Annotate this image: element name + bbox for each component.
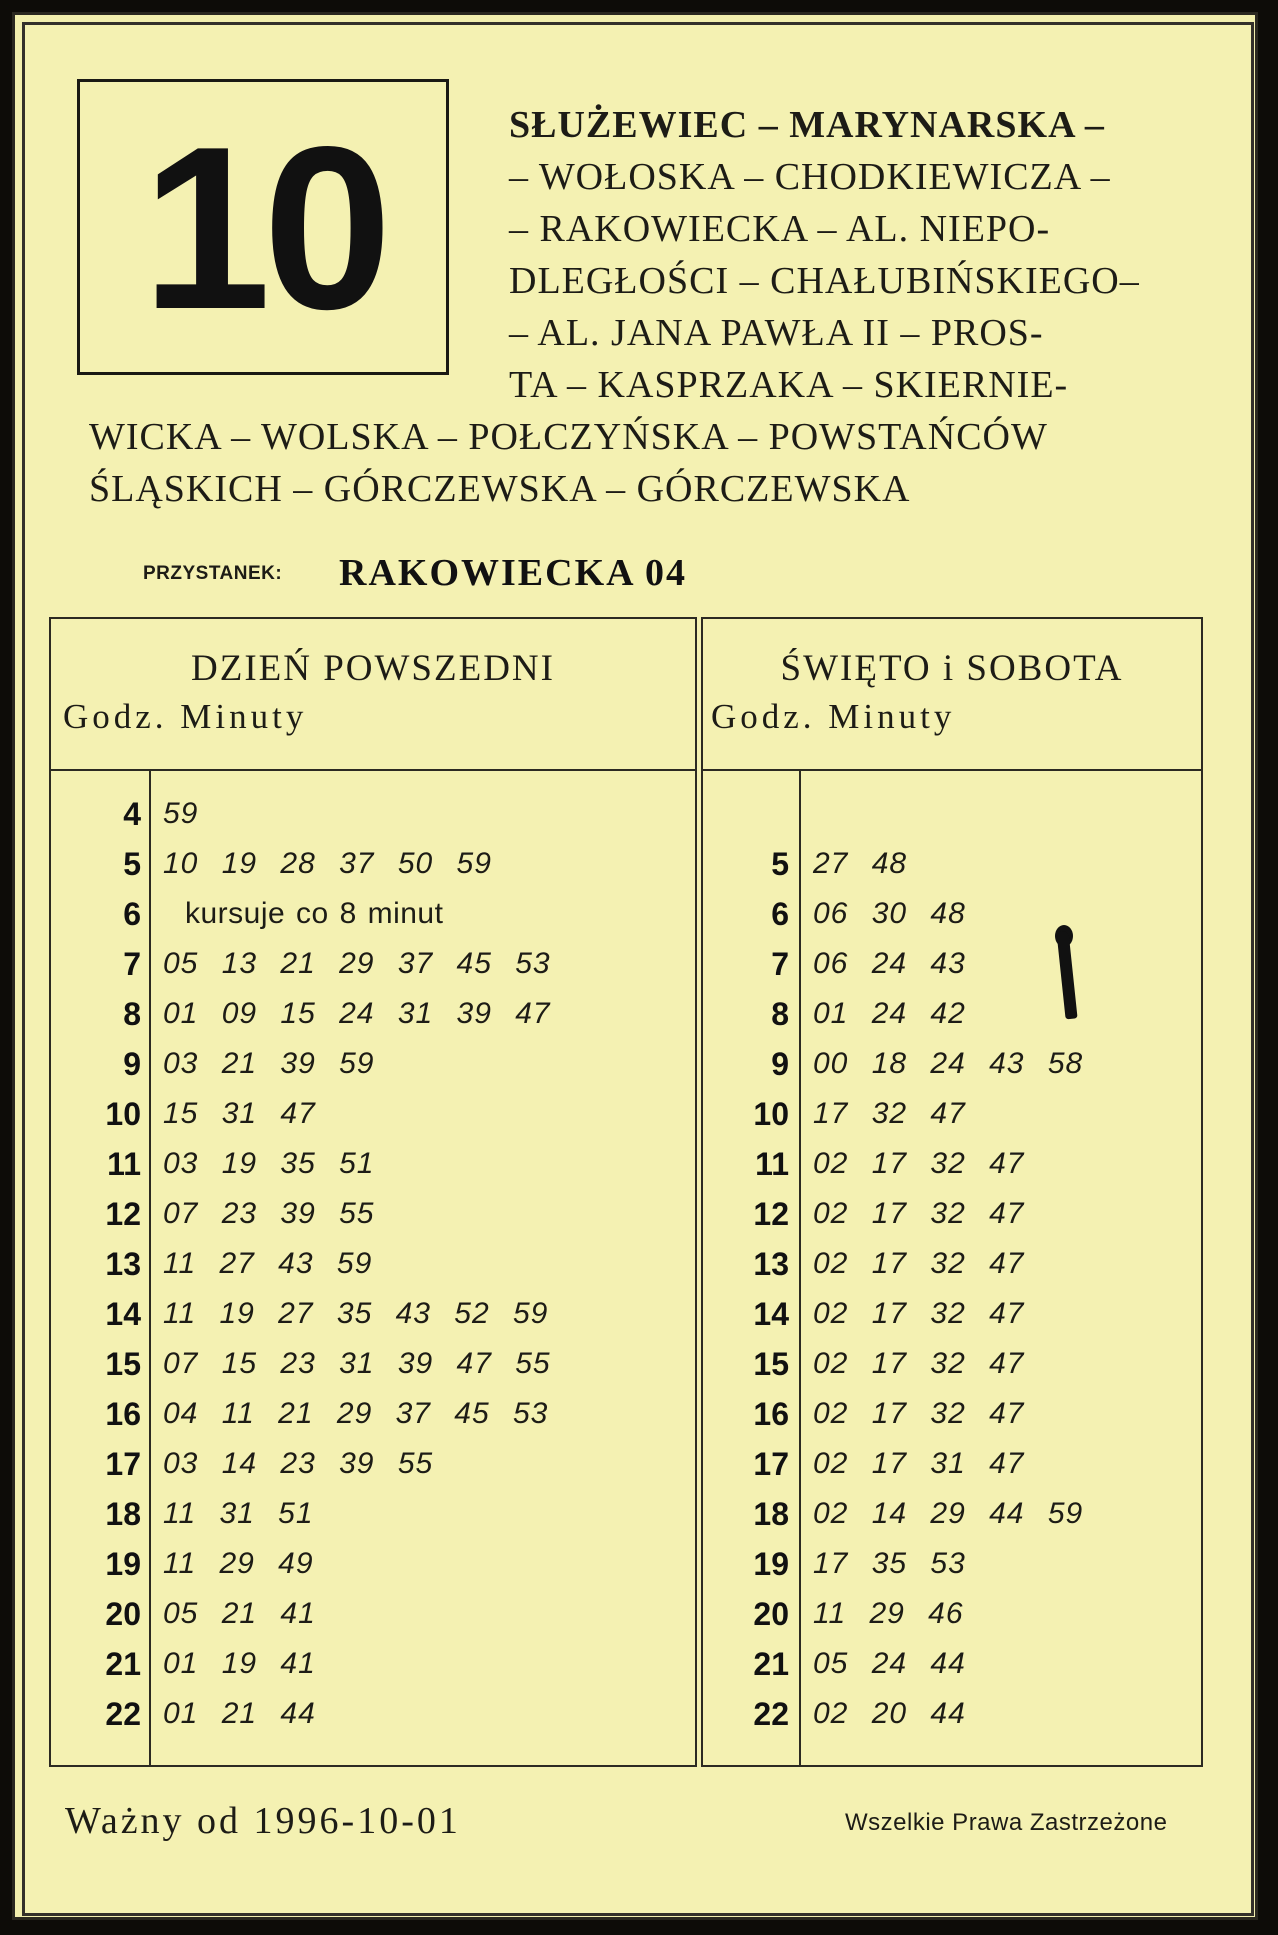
weekday-row	[51, 1589, 695, 1639]
holiday-minutes: 02 17 32 47	[813, 1347, 1025, 1380]
weekday-hour: 15	[105, 1346, 141, 1382]
weekday-minutes: 10 19 28 37 50 59	[163, 847, 492, 880]
holiday-row	[703, 1489, 1201, 1539]
weekday-title: DZIEŃ POWSZEDNI	[191, 648, 555, 689]
holiday-minutes: 02 17 32 47	[813, 1297, 1025, 1330]
holiday-row	[703, 1439, 1201, 1489]
holiday-rows	[703, 789, 1201, 1739]
holiday-hour: 10	[753, 1096, 789, 1132]
weekday-minutes: 07 15 23 31 39 47 55	[163, 1347, 551, 1380]
holiday-hour: 21	[753, 1646, 789, 1682]
holiday-row	[703, 939, 1201, 989]
holiday-header	[703, 619, 1201, 771]
holiday-subtitle: Godz. Minuty	[711, 697, 956, 736]
weekday-row	[51, 1439, 695, 1489]
route-desc-line-3: – RAKOWIECKA – AL. NIEPO-	[509, 208, 1051, 250]
weekday-row	[51, 1389, 695, 1439]
holiday-row	[703, 989, 1201, 1039]
holiday-minutes: 00 18 24 43 58	[813, 1047, 1084, 1080]
stop-label: PRZYSTANEK:	[143, 563, 283, 584]
holiday-row	[703, 1039, 1201, 1089]
holiday-minutes: 02 14 29 44 59	[813, 1497, 1084, 1530]
holiday-hour: 14	[753, 1296, 789, 1332]
holiday-minutes: 02 17 32 47	[813, 1147, 1025, 1180]
weekday-row	[51, 1239, 695, 1289]
weekday-minutes: kursuje co 8 minut	[185, 897, 444, 930]
weekday-row	[51, 1539, 695, 1589]
weekday-hour: 5	[123, 846, 141, 882]
weekday-row	[51, 1289, 695, 1339]
holiday-minutes: 01 24 42	[813, 997, 966, 1030]
holiday-hour: 9	[771, 1046, 789, 1082]
holiday-row	[703, 1639, 1201, 1689]
weekday-hour: 13	[105, 1246, 141, 1282]
weekday-hour: 7	[123, 946, 141, 982]
weekday-row	[51, 1039, 695, 1089]
holiday-hour: 18	[753, 1496, 789, 1532]
holiday-minutes: 02 17 32 47	[813, 1247, 1025, 1280]
weekday-hour: 19	[105, 1546, 141, 1582]
weekday-panel	[49, 617, 697, 1767]
holiday-row	[703, 1339, 1201, 1389]
weekday-row	[51, 1189, 695, 1239]
holiday-hour: 15	[753, 1346, 789, 1382]
holiday-row	[703, 1089, 1201, 1139]
holiday-minutes: 02 17 31 47	[813, 1447, 1025, 1480]
stop-name: RAKOWIECKA 04	[339, 552, 687, 594]
weekday-hour: 12	[105, 1196, 141, 1232]
weekday-hour: 14	[105, 1296, 141, 1332]
holiday-minutes: 02 20 44	[813, 1697, 966, 1730]
weekday-row	[51, 1139, 695, 1189]
weekday-subtitle: Godz. Minuty	[63, 697, 308, 736]
weekday-minutes: 03 14 23 39 55	[163, 1447, 434, 1480]
holiday-minutes: 06 24 43	[813, 947, 966, 980]
weekday-row	[51, 789, 695, 839]
rights-notice: Wszelkie Prawa Zastrzeżone	[845, 1809, 1168, 1836]
holiday-hour: 19	[753, 1546, 789, 1582]
weekday-minutes: 01 19 41	[163, 1647, 316, 1680]
weekday-hour: 8	[123, 996, 141, 1032]
weekday-row	[51, 1089, 695, 1139]
holiday-hour: 7	[771, 946, 789, 982]
weekday-hour: 22	[105, 1696, 141, 1732]
weekday-header	[51, 619, 695, 771]
weekday-minutes: 11 31 51	[163, 1497, 314, 1530]
holiday-row	[703, 1539, 1201, 1589]
route-number: 10	[141, 99, 385, 358]
route-desc-line-1: SŁUŻEWIEC – MARYNARSKA –	[509, 104, 1105, 146]
route-desc-line-6: TA – KASPRZAKA – SKIERNIE-	[509, 364, 1069, 406]
weekday-minutes: 05 13 21 29 37 45 53	[163, 947, 551, 980]
weekday-row	[51, 889, 695, 939]
weekday-row	[51, 1689, 695, 1739]
weekday-row	[51, 1339, 695, 1389]
route-desc-line-2: – WOŁOSKA – CHODKIEWICZA –	[509, 156, 1111, 198]
route-desc-line-7: WICKA – WOLSKA – POŁCZYŃSKA – POWSTAŃCÓW	[89, 416, 1048, 458]
weekday-minutes: 01 21 44	[163, 1697, 316, 1730]
weekday-hour: 17	[105, 1446, 141, 1482]
weekday-row	[51, 939, 695, 989]
weekday-hour: 16	[105, 1396, 141, 1432]
weekday-hour: 20	[105, 1596, 141, 1632]
holiday-row	[703, 1239, 1201, 1289]
weekday-minutes: 15 31 47	[163, 1097, 316, 1130]
weekday-hour: 11	[107, 1146, 141, 1182]
holiday-row	[703, 1589, 1201, 1639]
weekday-hour: 6	[123, 896, 141, 932]
holiday-minutes: 06 30 48	[813, 897, 966, 930]
weekday-hour: 4	[123, 796, 141, 832]
holiday-minutes: 27 48	[813, 847, 908, 880]
weekday-minutes: 04 11 21 29 37 45 53	[163, 1397, 549, 1430]
holiday-minutes: 02 17 32 47	[813, 1397, 1025, 1430]
weekday-hour: 9	[123, 1046, 141, 1082]
weekday-row	[51, 1489, 695, 1539]
holiday-row	[703, 1289, 1201, 1339]
weekday-hour: 18	[105, 1496, 141, 1532]
holiday-panel	[701, 617, 1203, 1767]
holiday-row	[703, 839, 1201, 889]
weekday-minutes: 01 09 15 24 31 39 47	[163, 997, 551, 1030]
timetable-frame	[22, 22, 1254, 1916]
weekday-minutes: 11 29 49	[163, 1547, 314, 1580]
holiday-minutes: 02 17 32 47	[813, 1197, 1025, 1230]
holiday-hour: 8	[771, 996, 789, 1032]
weekday-hour: 10	[105, 1096, 141, 1132]
weekday-minutes: 59	[163, 797, 199, 830]
route-desc-line-8: ŚLĄSKICH – GÓRCZEWSKA – GÓRCZEWSKA	[89, 468, 911, 510]
weekday-row	[51, 839, 695, 889]
valid-from: Ważny od 1996-10-01	[65, 1800, 461, 1842]
weekday-minutes: 03 21 39 59	[163, 1047, 375, 1080]
weekday-minutes: 05 21 41	[163, 1597, 316, 1630]
route-number-box	[77, 79, 449, 375]
holiday-hour: 6	[771, 896, 789, 932]
route-desc-line-5: – AL. JANA PAWŁA II – PROS-	[509, 312, 1044, 354]
holiday-row	[703, 1389, 1201, 1439]
weekday-row	[51, 1639, 695, 1689]
holiday-row	[703, 1189, 1201, 1239]
holiday-minutes: 17 35 53	[813, 1547, 966, 1580]
holiday-hour: 13	[753, 1246, 789, 1282]
holiday-row	[703, 789, 1201, 839]
holiday-title: ŚWIĘTO i SOBOTA	[780, 648, 1124, 689]
holiday-row	[703, 1139, 1201, 1189]
holiday-row	[703, 889, 1201, 939]
weekday-rows	[51, 789, 695, 1739]
weekday-minutes: 03 19 35 51	[163, 1147, 375, 1180]
holiday-hour: 11	[755, 1146, 789, 1182]
holiday-minutes: 05 24 44	[813, 1647, 966, 1680]
weekday-minutes: 11 19 27 35 43 52 59	[163, 1297, 549, 1330]
holiday-minutes: 17 32 47	[813, 1097, 966, 1130]
weekday-row	[51, 989, 695, 1039]
holiday-hour: 5	[771, 846, 789, 882]
holiday-hour: 17	[753, 1446, 789, 1482]
weekday-minutes: 07 23 39 55	[163, 1197, 375, 1230]
route-desc-line-4: DLEGŁOŚCI – CHAŁUBIŃSKIEGO–	[509, 260, 1140, 302]
holiday-hour: 20	[753, 1596, 789, 1632]
holiday-hour: 22	[753, 1696, 789, 1732]
weekday-hour: 21	[105, 1646, 141, 1682]
weekday-minutes: 11 27 43 59	[163, 1247, 373, 1280]
holiday-row	[703, 1689, 1201, 1739]
holiday-hour: 12	[753, 1196, 789, 1232]
holiday-hour: 16	[753, 1396, 789, 1432]
holiday-minutes: 11 29 46	[813, 1597, 964, 1630]
